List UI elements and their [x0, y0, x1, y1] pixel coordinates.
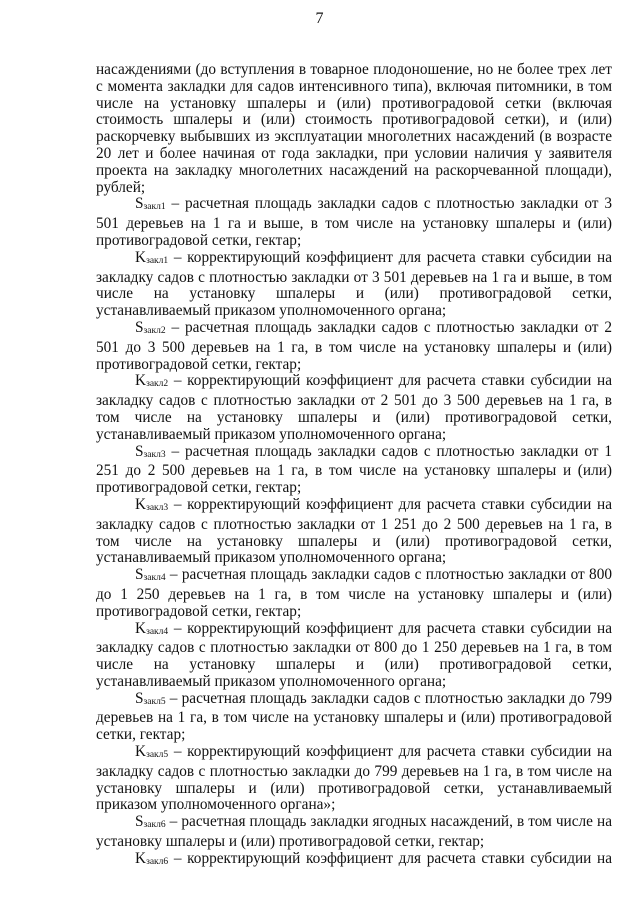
symbol-subscript: закл4	[146, 626, 169, 637]
definition-s-zakl1	[96, 196, 612, 249]
intro-paragraph: насаждениями (до вступления в товарное плодоношение, но не более трех лет с момента закладки для садов интенсивного типа), включая питомники, в том числе на установку шпалеры и (или) противоградовой сетки (включая стоимость шпалеры и (или) стоимость противоградовой сетки), и (или) раскорчевку выбывших из эксплуатации многолетних насаждений (в возрасте 20 лет и более начиная от года закладки, при условии наличия у заявителя проекта на закладку многолетних насаждений на раскорчеванной площади), рублей;	[96, 61, 612, 196]
definition-k-zakl5	[96, 744, 612, 814]
definition-text: – корректирующий коэффициент для расчета ставки субсидии на закладку садов с плотностью закладки от 3 501 деревьев на 1 га и выше, в том числе на установку шпалеры и (или) противоградовой сетки, устанавливаемый приказом уполномоченного органа;	[96, 248, 612, 320]
definition-s-zakl2	[96, 320, 612, 373]
symbol: Kзакл1	[135, 248, 169, 266]
symbol: Sзакл6	[135, 813, 166, 831]
definition-text: – корректирующий коэффициент для расчета ставки субсидии на закладку садов с плотностью закладки от 1 251 до 2 500 деревьев на 1 га, в том числе на установку шпалеры и (или) противоградовой сетки, устанавливаемый приказом уполномоченного органа;	[96, 495, 612, 567]
symbol: Sзакл3	[135, 442, 166, 460]
definition-k-zakl4	[96, 621, 612, 691]
symbol-subscript: закл3	[146, 502, 169, 513]
symbol-subscript: закл5	[143, 696, 166, 707]
definition-text: – расчетная площадь закладки садов с плотностью закладки от 3 501 деревьев на 1 га и выше, в том числе на установку шпалеры и (или) противоградовой сетки, гектар;	[96, 195, 612, 249]
definition-s-zakl6	[96, 814, 612, 851]
symbol-subscript: закл5	[146, 750, 169, 761]
symbol: Kзакл4	[135, 619, 169, 637]
definition-text: – расчетная площадь закладки садов с плотностью закладки от 2 501 до 3 500 деревьев на 1 га, в том числе на установку шпалеры и (или) противоградовой сетки, гектар;	[96, 318, 612, 373]
definition-text: – корректирующий коэффициент для расчета ставки субсидии на закладку садов с плотностью закладки от 800 до 1 250 деревьев на 1 га, в том числе на установку шпалеры и (или) противоградовой сетки, устанавливаемый приказом уполномоченного органа;	[96, 619, 612, 690]
symbol: Sзакл1	[135, 195, 166, 213]
symbol: Kзакл6	[135, 849, 169, 867]
definition-s-zakl3	[96, 444, 612, 497]
symbol: Kзакл5	[135, 743, 169, 761]
symbol: Kзакл3	[135, 495, 169, 513]
definition-s-zakl4	[96, 567, 612, 620]
definition-k-zakl2	[96, 373, 612, 443]
definition-text: – расчетная площадь закладки садов с плотностью закладки до 799 деревьев на 1 га, в том числе на установку шпалеры и (или) противоградовой сетки, гектар;	[96, 689, 612, 744]
definition-text: – корректирующий коэффициент для расчета ставки субсидии на закладку садов с плотностью закладки до 799 деревьев на 1 га, в том числе на установку шпалеры и (или) противоградовой сетки, устанавливаемый приказом уполномоченного органа»;	[96, 743, 612, 814]
symbol-subscript: закл3	[143, 449, 166, 460]
symbol-subscript: закл6	[143, 820, 166, 831]
symbol-subscript: закл1	[146, 255, 169, 266]
symbol: Kзакл2	[135, 372, 169, 390]
page-number: 7	[315, 10, 324, 27]
definition-text: – расчетная площадь закладки садов с плотностью закладки от 800 до 1 250 деревьев на 1 га, в том числе на установку шпалеры и (или) противоградовой сетки, гектар;	[96, 566, 612, 620]
definition-k-zakl6	[96, 851, 612, 871]
symbol: Sзакл5	[135, 689, 166, 707]
symbol-subscript: закл1	[143, 202, 166, 213]
definition-text: – корректирующий коэффициент для расчета ставки субсидии на	[168, 849, 612, 867]
symbol-subscript: закл2	[143, 325, 166, 336]
definition-k-zakl3	[96, 497, 612, 567]
symbol-subscript: закл4	[143, 573, 166, 584]
symbol-subscript: закл2	[146, 379, 169, 390]
definition-k-zakl1	[96, 250, 612, 320]
symbol: Sзакл4	[135, 566, 166, 584]
symbol-subscript: закл6	[146, 856, 169, 867]
symbol: Sзакл2	[135, 318, 166, 336]
definition-text: – расчетная площадь закладки ягодных насаждений, в том числе на установку шпалеры и (или) противоградовой сетки, гектар;	[96, 813, 612, 851]
document-body	[96, 62, 612, 871]
definition-text: – расчетная площадь закладки садов с плотностью закладки от 1 251 до 2 500 деревьев на 1 га, в том числе на установку шпалеры и (или) противоградовой сетки, гектар;	[96, 442, 612, 497]
definition-text: – корректирующий коэффициент для расчета ставки субсидии на закладку садов с плотностью закладки от 2 501 до 3 500 деревьев на 1 га, в том числе на установку шпалеры и (или) противоградовой сетки, устанавливаемый приказом уполномоченного органа;	[96, 372, 612, 443]
definition-s-zakl5	[96, 691, 612, 744]
